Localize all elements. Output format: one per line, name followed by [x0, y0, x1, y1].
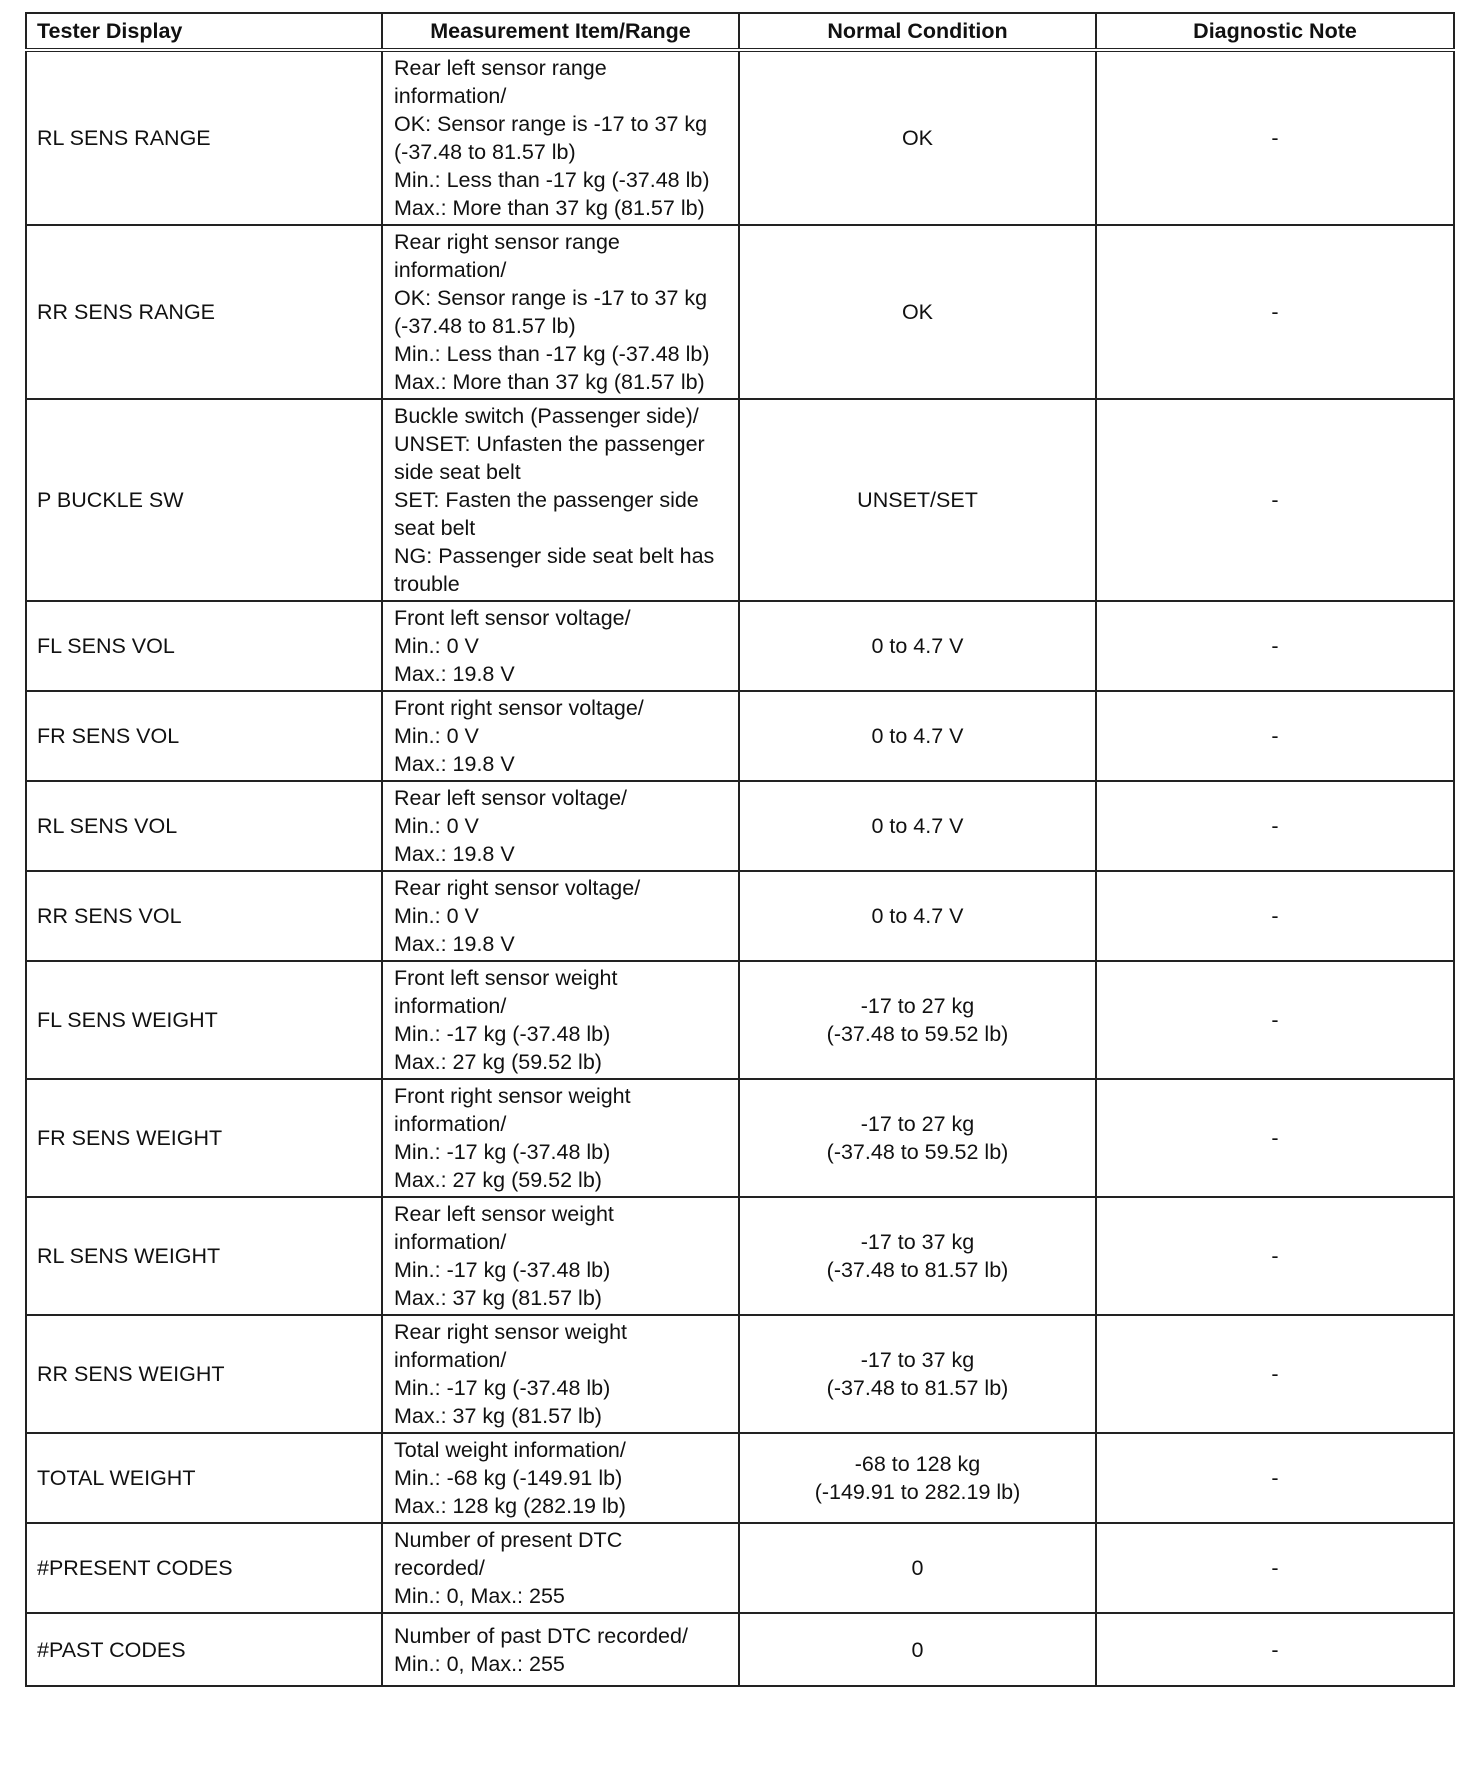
measurement-line: UNSET: Unfasten the passenger [394, 432, 705, 456]
measurement-line: information/ [394, 1112, 507, 1136]
table-row [26, 50, 1454, 225]
table-row [26, 1197, 1454, 1315]
measurement-line: Max.: 128 kg (282.19 lb) [394, 1494, 626, 1518]
measurement-line: side seat belt [394, 460, 521, 484]
cell-diagnostic-note: - [1096, 50, 1454, 225]
measurement-line: Number of present DTC [394, 1528, 623, 1552]
cell-tester-display: RR SENS VOL [26, 871, 382, 961]
table-row [26, 1079, 1454, 1197]
measurement-line: Min.: -17 kg (-37.48 lb) [394, 1022, 611, 1046]
cell-normal-condition [739, 1613, 1096, 1686]
measurement-line: recorded/ [394, 1556, 485, 1580]
cell-normal-condition [739, 225, 1096, 399]
measurement-line: Number of past DTC recorded/ [394, 1623, 688, 1648]
normal-condition-line: (-37.48 to 81.57 lb) [826, 1258, 1009, 1282]
measurement-line: information/ [394, 1230, 507, 1254]
measurement-line: Total weight information/ [394, 1438, 626, 1462]
cell-tester-display: RL SENS RANGE [26, 50, 382, 225]
cell-tester-display: RL SENS VOL [26, 781, 382, 871]
table-row [26, 781, 1454, 871]
measurement-line: (-37.48 to 81.57 lb) [394, 314, 576, 338]
header-row [26, 13, 1454, 50]
measurement-line: Min.: -17 kg (-37.48 lb) [394, 1376, 611, 1400]
cell-measurement-item [382, 50, 739, 225]
measurement-line: Front left sensor voltage/ [394, 606, 631, 630]
cell-normal-condition [739, 961, 1096, 1079]
measurement-line: Min.: 0 V [394, 814, 479, 838]
measurement-line: Min.: 0 V [394, 634, 479, 658]
normal-condition-line: UNSET/SET [857, 488, 978, 512]
cell-tester-display: RL SENS WEIGHT [26, 1197, 382, 1315]
cell-normal-condition [739, 781, 1096, 871]
measurement-line: Max.: More than 37 kg (81.57 lb) [394, 196, 705, 220]
cell-diagnostic-note: - [1096, 1079, 1454, 1197]
cell-diagnostic-note: - [1096, 399, 1454, 601]
measurement-line: Rear left sensor voltage/ [394, 786, 628, 810]
cell-measurement-item [382, 399, 739, 601]
measurement-line: Min.: Less than -17 kg (-37.48 lb) [394, 342, 710, 366]
normal-condition-line: -68 to 128 kg [854, 1452, 981, 1476]
table-row [26, 1315, 1454, 1433]
cell-normal-condition [739, 871, 1096, 961]
measurement-line: Front right sensor voltage/ [394, 696, 644, 720]
cell-measurement-item [382, 1613, 739, 1686]
cell-tester-display: RR SENS RANGE [26, 225, 382, 399]
measurement-line: Min.: 0, Max.: 255 [394, 1651, 565, 1676]
cell-measurement-item [382, 1523, 739, 1613]
measurement-line: Max.: 37 kg (81.57 lb) [394, 1286, 602, 1310]
data-list-table [25, 12, 1455, 1687]
measurement-line: Min.: -17 kg (-37.48 lb) [394, 1140, 611, 1164]
measurement-line: Rear left sensor range [394, 56, 607, 80]
measurement-line: information/ [394, 994, 507, 1018]
cell-tester-display: FR SENS WEIGHT [26, 1079, 382, 1197]
normal-condition-line: (-37.48 to 81.57 lb) [826, 1376, 1009, 1400]
cell-tester-display: TOTAL WEIGHT [26, 1433, 382, 1523]
normal-condition-line: -17 to 37 kg [860, 1348, 975, 1372]
measurement-line: OK: Sensor range is -17 to 37 kg [394, 112, 708, 136]
cell-measurement-item [382, 1079, 739, 1197]
measurement-line: Max.: 19.8 V [394, 842, 515, 866]
normal-condition-line: OK [901, 300, 934, 324]
measurement-line: trouble [394, 572, 460, 596]
measurement-line: Min.: 0 V [394, 904, 479, 928]
normal-condition-line: OK [901, 126, 934, 150]
measurement-line: Max.: 19.8 V [394, 932, 515, 956]
cell-normal-condition [739, 601, 1096, 691]
normal-condition-line: 0 to 4.7 V [871, 634, 964, 658]
measurement-line: Min.: -17 kg (-37.48 lb) [394, 1258, 611, 1282]
normal-condition-line: 0 to 4.7 V [871, 724, 964, 748]
cell-measurement-item [382, 961, 739, 1079]
measurement-line: Rear left sensor weight [394, 1202, 614, 1226]
document-page [25, 12, 1453, 1687]
measurement-line: Max.: More than 37 kg (81.57 lb) [394, 370, 705, 394]
measurement-line: Max.: 27 kg (59.52 lb) [394, 1168, 602, 1192]
table-row [26, 225, 1454, 399]
normal-condition-line: 0 [911, 1556, 924, 1580]
measurement-line: Rear right sensor range [394, 230, 620, 254]
cell-measurement-item [382, 601, 739, 691]
measurement-line: Max.: 27 kg (59.52 lb) [394, 1050, 602, 1074]
table-row [26, 961, 1454, 1079]
cell-diagnostic-note: - [1096, 1613, 1454, 1686]
normal-condition-line: -17 to 27 kg [860, 1112, 975, 1136]
header-tester-display: Tester Display [26, 13, 382, 50]
measurement-line: Max.: 19.8 V [394, 752, 515, 776]
cell-measurement-item [382, 1315, 739, 1433]
cell-diagnostic-note: - [1096, 1315, 1454, 1433]
normal-condition-line: 0 [911, 1637, 924, 1662]
normal-condition-line: (-149.91 to 282.19 lb) [814, 1480, 1021, 1504]
cell-normal-condition [739, 1523, 1096, 1613]
normal-condition-line: 0 to 4.7 V [871, 814, 964, 838]
cell-measurement-item [382, 1433, 739, 1523]
measurement-line: Min.: Less than -17 kg (-37.48 lb) [394, 168, 710, 192]
measurement-line: information/ [394, 258, 507, 282]
cell-tester-display: #PRESENT CODES [26, 1523, 382, 1613]
measurement-line: Max.: 37 kg (81.57 lb) [394, 1404, 602, 1428]
cell-normal-condition [739, 1315, 1096, 1433]
measurement-line: SET: Fasten the passenger side [394, 488, 699, 512]
cell-diagnostic-note: - [1096, 961, 1454, 1079]
cell-measurement-item [382, 781, 739, 871]
measurement-line: Rear right sensor weight [394, 1320, 628, 1344]
measurement-line: Buckle switch (Passenger side)/ [394, 404, 699, 428]
cell-diagnostic-note: - [1096, 601, 1454, 691]
cell-tester-display: P BUCKLE SW [26, 399, 382, 601]
measurement-line: (-37.48 to 81.57 lb) [394, 140, 576, 164]
measurement-line: seat belt [394, 516, 476, 540]
cell-tester-display: RR SENS WEIGHT [26, 1315, 382, 1433]
cell-diagnostic-note: - [1096, 691, 1454, 781]
header-diagnostic-note: Diagnostic Note [1096, 13, 1454, 50]
table-row [26, 601, 1454, 691]
table-row [26, 871, 1454, 961]
measurement-line: Max.: 19.8 V [394, 662, 515, 686]
measurement-line: Rear right sensor voltage/ [394, 876, 641, 900]
table-row [26, 399, 1454, 601]
cell-diagnostic-note: - [1096, 1433, 1454, 1523]
normal-condition-line: 0 to 4.7 V [871, 904, 964, 928]
table-header [26, 13, 1454, 50]
cell-normal-condition [739, 50, 1096, 225]
cell-diagnostic-note: - [1096, 1523, 1454, 1613]
cell-measurement-item [382, 225, 739, 399]
cell-tester-display: #PAST CODES [26, 1613, 382, 1686]
cell-normal-condition [739, 1197, 1096, 1315]
normal-condition-line: -17 to 27 kg [860, 994, 975, 1018]
cell-normal-condition [739, 399, 1096, 601]
header-measurement-item: Measurement Item/Range [382, 13, 739, 50]
cell-normal-condition [739, 1079, 1096, 1197]
measurement-line: Front left sensor weight [394, 966, 618, 990]
cell-diagnostic-note: - [1096, 871, 1454, 961]
table-row [26, 1613, 1454, 1686]
measurement-line: NG: Passenger side seat belt has [394, 544, 715, 568]
measurement-line: Min.: 0 V [394, 724, 479, 748]
cell-measurement-item [382, 691, 739, 781]
cell-diagnostic-note: - [1096, 225, 1454, 399]
measurement-line: information/ [394, 84, 507, 108]
normal-condition-line: (-37.48 to 59.52 lb) [826, 1140, 1009, 1164]
measurement-line: Min.: 0, Max.: 255 [394, 1584, 565, 1608]
normal-condition-line: -17 to 37 kg [860, 1230, 975, 1254]
table-row [26, 1523, 1454, 1613]
cell-tester-display: FL SENS WEIGHT [26, 961, 382, 1079]
cell-normal-condition [739, 691, 1096, 781]
cell-tester-display: FR SENS VOL [26, 691, 382, 781]
measurement-line: OK: Sensor range is -17 to 37 kg [394, 286, 708, 310]
measurement-line: information/ [394, 1348, 507, 1372]
cell-measurement-item [382, 871, 739, 961]
measurement-line: Front right sensor weight [394, 1084, 631, 1108]
measurement-line: Min.: -68 kg (-149.91 lb) [394, 1466, 623, 1490]
cell-measurement-item [382, 1197, 739, 1315]
cell-tester-display: FL SENS VOL [26, 601, 382, 691]
table-row [26, 691, 1454, 781]
header-normal-condition: Normal Condition [739, 13, 1096, 50]
normal-condition-line: (-37.48 to 59.52 lb) [826, 1022, 1009, 1046]
table-body [26, 50, 1454, 1686]
table-row [26, 1433, 1454, 1523]
cell-diagnostic-note: - [1096, 781, 1454, 871]
cell-diagnostic-note: - [1096, 1197, 1454, 1315]
cell-normal-condition [739, 1433, 1096, 1523]
